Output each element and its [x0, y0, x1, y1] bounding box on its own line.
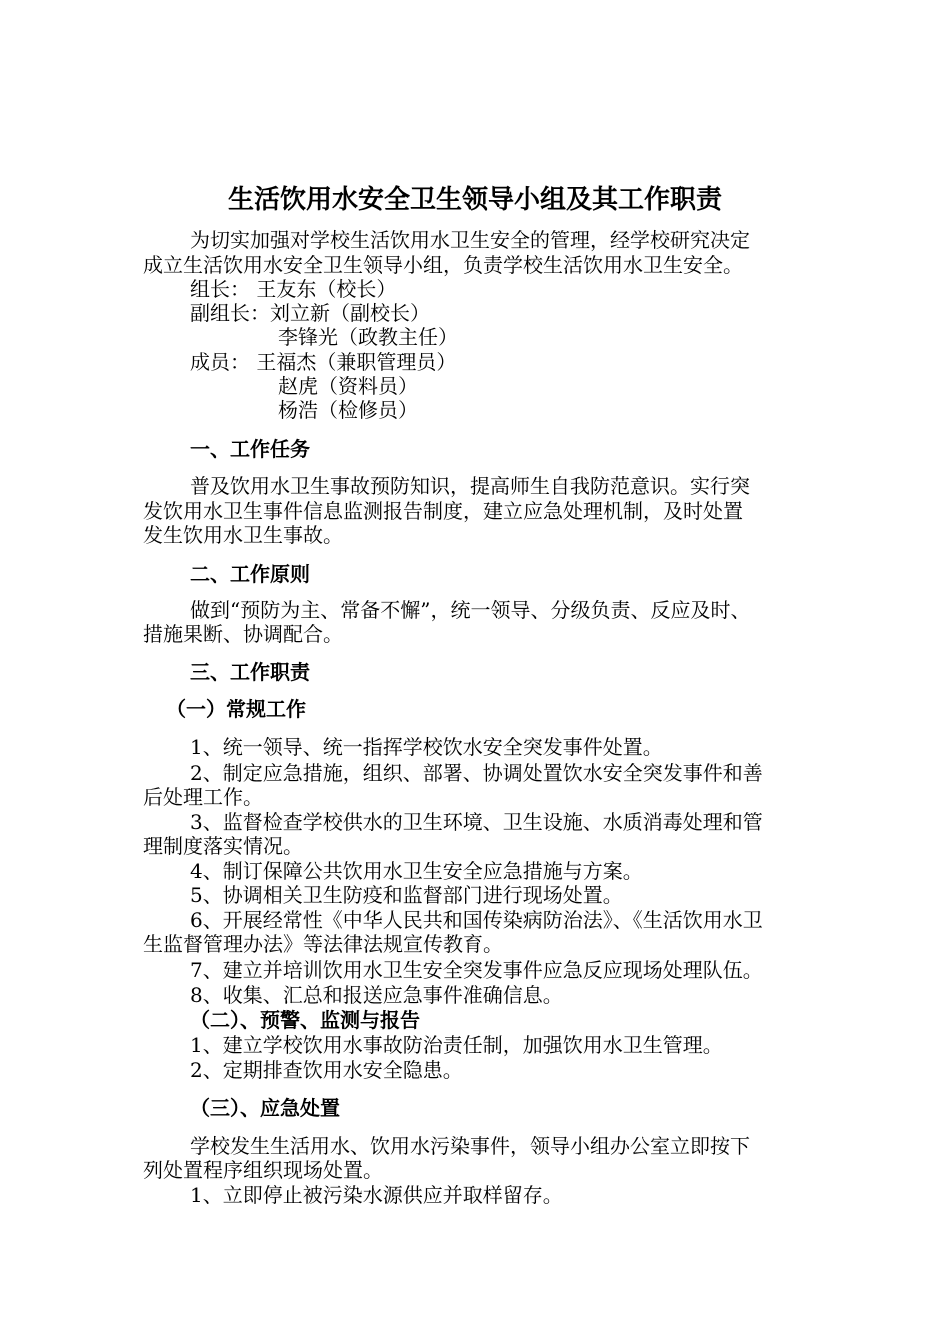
subsection-2-heading: （二）、预警、监测与报告 — [190, 1008, 420, 1032]
emergency-line-2: 列处置程序组织现场处置。 — [143, 1158, 383, 1182]
duty-item-2a: 2、制定应急措施，组织、部署、协调处置饮水安全突发事件和善 — [190, 761, 763, 785]
warning-item-1: 1、建立学校饮用水事故防治责任制，加强饮用水卫生管理。 — [190, 1033, 723, 1057]
warning-item-2: 2、定期排查饮用水安全隐患。 — [190, 1058, 463, 1082]
subsection-1-heading: （一）常规工作 — [166, 697, 306, 721]
member-line-3: 杨浩（检修员） — [278, 398, 418, 422]
duty-item-5: 5、协调相关卫生防疫和监督部门进行现场处置。 — [190, 883, 623, 907]
duty-item-4: 4、制订保障公共饮用水卫生安全应急措施与方案。 — [190, 859, 643, 883]
duty-item-6a: 6、开展经常性《中华人民共和国传染病防治法》、《生活饮用水卫 — [190, 908, 763, 932]
leader-line: 组长： 王友东（校长） — [190, 277, 397, 301]
deputy-line-1: 副组长：刘立新（副校长） — [190, 301, 430, 325]
section-2-line-2: 措施果断、协调配合。 — [143, 622, 343, 646]
duty-item-1: 1、统一领导、统一指挥学校饮水安全突发事件处置。 — [190, 735, 663, 759]
duty-item-8: 8、收集、汇总和报送应急事件准确信息。 — [190, 983, 563, 1007]
emergency-line-1: 学校发生生活用水、饮用水污染事件，领导小组办公室立即按下 — [190, 1134, 750, 1158]
subsection-3-heading: （三）、应急处置 — [190, 1096, 340, 1120]
deputy-line-2: 李锋光（政教主任） — [278, 325, 458, 349]
member-line-1: 成员： 王福杰（兼职管理员） — [190, 350, 457, 374]
section-3-heading: 三、工作职责 — [190, 660, 310, 684]
document-title: 生活饮用水安全卫生领导小组及其工作职责 — [227, 185, 722, 215]
intro-line-1: 为切实加强对学校生活饮用水卫生安全的管理，经学校研究决定 — [190, 228, 750, 252]
intro-line-2: 成立生活饮用水安全卫生领导小组，负责学校生活饮用水卫生安全。 — [143, 253, 743, 277]
emergency-item-1: 1、立即停止被污染水源供应并取样留存。 — [190, 1183, 563, 1207]
section-2-line-1: 做到“预防为主、常备不懈”，统一领导、分级负责、反应及时、 — [190, 598, 751, 622]
member-line-2: 赵虎（资料员） — [278, 374, 418, 398]
duty-item-6b: 生监督管理办法》等法律法规宣传教育。 — [143, 932, 503, 956]
duty-item-3a: 3、监督检查学校供水的卫生环境、卫生设施、水质消毒处理和管 — [190, 810, 763, 834]
duty-item-2b: 后处理工作。 — [143, 785, 263, 809]
section-1-line-3: 发生饮用水卫生事故。 — [143, 523, 343, 547]
section-2-heading: 二、工作原则 — [190, 562, 310, 586]
duty-item-7: 7、建立并培训饮用水卫生安全突发事件应急反应现场处理队伍。 — [190, 958, 763, 982]
duty-item-3b: 理制度落实情况。 — [143, 834, 303, 858]
section-1-line-2: 发饮用水卫生事件信息监测报告制度，建立应急处理机制，及时处置 — [143, 499, 743, 523]
section-1-heading: 一、工作任务 — [190, 437, 310, 461]
section-1-line-1: 普及饮用水卫生事故预防知识，提高师生自我防范意识。实行突 — [190, 474, 750, 498]
